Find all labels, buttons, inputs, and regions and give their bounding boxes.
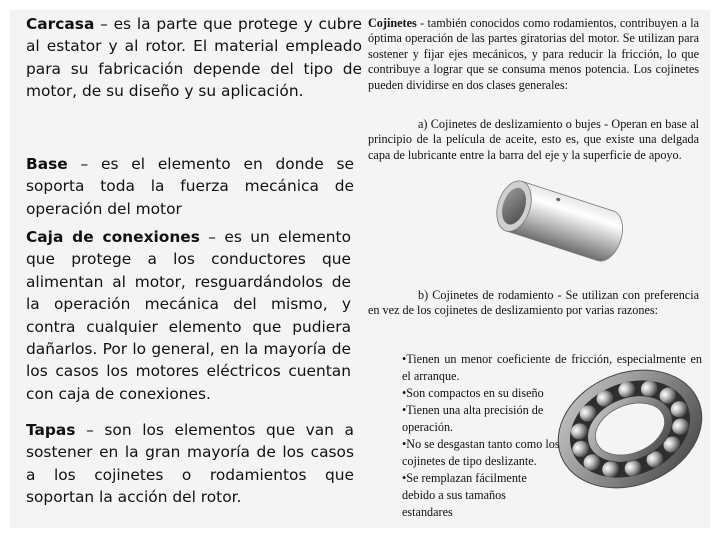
bullet-item: •Tienen una alta precisión de operación. (402, 403, 544, 434)
tapas-term: Tapas (26, 421, 76, 439)
cojinetes-paragraph (368, 16, 699, 93)
slide (10, 10, 710, 528)
base-term: Base (26, 155, 68, 173)
bullet-item: •Son compactos en su diseño (402, 386, 544, 400)
bushing-illustration (490, 173, 630, 268)
tapas-text: – son los elementos que van a sostener en la gran mayoría de los casos a los cojinetes o rodamientos que soportan la acción del rotor. (26, 421, 354, 507)
base-text: – es el elemento en donde se soporta toda la fuerza mecánica de operación del motor (26, 155, 354, 218)
bullet-item: •No se desgastan tanto como los cojinetes de tipo deslizante. (402, 437, 560, 468)
caja-paragraph (26, 226, 351, 405)
carcasa-text: – es la parte que protege y cubre al estator y al rotor. El material empleado para su fabricación depende del tipo de motor, de su diseño y su aplicación. (26, 15, 362, 101)
tapas-paragraph (26, 419, 354, 509)
caja-text: – es un elemento que protege a los conductores que alimentan al motor, resguardándolos de la operación mecánica del mismo, y contra cualquier elemento que pudiera dañarlos. Por lo general, en la mayoría de los casos los motores eléctricos cuentan con caja de conexiones. (26, 228, 352, 403)
cojinetes-text: - también conocidos como rodamientos, contribuyen a la óptima operación de las partes giratorias del motor. Se utilizan para sostener y fijar ejes mecánicos, y para reducir la fricción, lo que contribuye a lograr que se consuma menos potencia. Los cojinetes pueden dividirse en dos clases generales: (368, 16, 699, 92)
cojinetes-term: Cojinetes (368, 16, 417, 30)
deslizamiento-paragraph: a) Cojinetes de deslizamiento o bujes - Operan en base al principio de la película de aceite, esto es, que existe una delgada capa de lubricante entre la barra del eje y la superficie de apoyo. (368, 117, 699, 162)
bullet-item: •Tienen un menor coeficiente de fricción, especialmente en el arranque. (402, 352, 702, 383)
carcasa-paragraph (26, 13, 362, 103)
rodamiento-paragraph: b) Cojinetes de rodamiento - Se utilizan con preferencia en vez de los cojinetes de deslizamiento por varias razones: (368, 288, 699, 318)
base-paragraph (26, 153, 354, 220)
carcasa-term: Carcasa (26, 15, 95, 33)
bullet-item: •Se remplazan fácilmente debido a sus tamaños estandares (402, 471, 527, 519)
caja-term: Caja de conexiones (26, 228, 200, 246)
